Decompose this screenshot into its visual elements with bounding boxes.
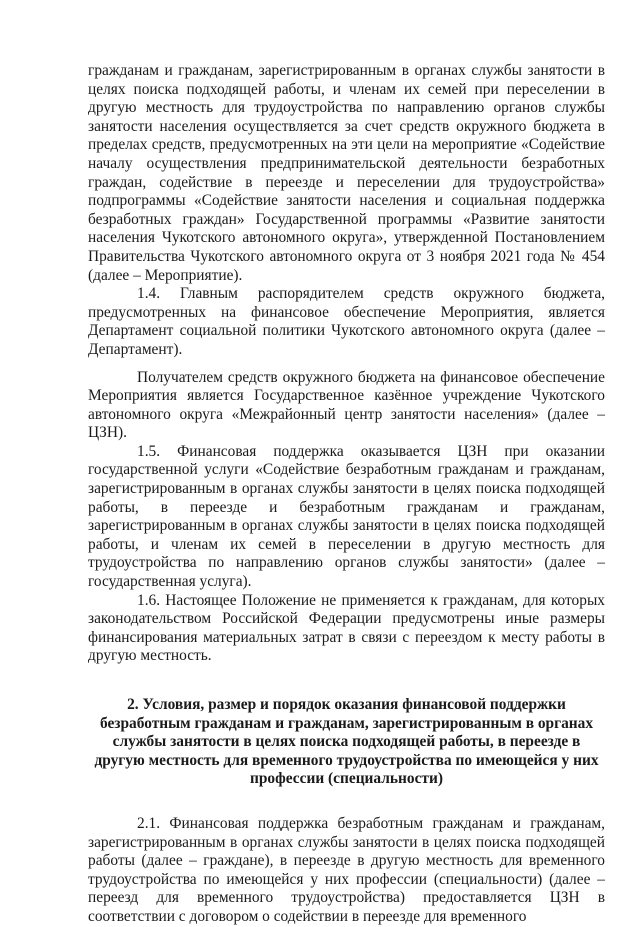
paragraph-1-5: 1.5. Финансовая поддержка оказывается ЦЗН при оказании государственной услуги «Содействие безработным гражданам и гражданам, зарегистрированным в органах службы занятости в целях поиска подходящей работы, в переезде и безработным гражданам и гражданам, зарегистрированным в органах службы занятости в целях поиска подходящей работы, и членам их семей в переселении в другую местность для трудоустройства по направлению органов службы занятости» (далее – государственная услуга). — [88, 442, 605, 591]
paragraph-1-6: 1.6. Настоящее Положение не применяется к гражданам, для которых законодательством Российской Федерации предусмотрены иные размеры финансирования материальных затрат в связи с переездом к месту работы в другую местность. — [88, 591, 605, 665]
paragraph-gap — [88, 360, 605, 369]
paragraph-continuation: гражданам и гражданам, зарегистрированным в органах службы занятости в целях поиска подходящей работы, и членам их семей при переселении в другую местность для трудоустройства по направлению органов службы занятости населения осуществляется за счет средств окружного бюджета в пределах средств, предусмотренных на эти цели на мероприятие «Содействие началу осуществления предпринимательской деятельности безработных граждан, содействие в переезде и переселении для трудоустройства» подпрограммы «Содействие занятости населения и социальная поддержка безработных граждан» Государственной программы «Развитие занятости населения Чукотского автономного округа», утвержденной Постановлением Правительства Чукотского автономного округа от 3 ноября 2021 года № 454 (далее – Мероприятие). — [88, 62, 605, 284]
section-heading: 2. Условия, размер и порядок оказания финансовой поддержки безработным гражданам и гражданам, зарегистрированным в органах службы занятости в целях поиска подходящей работы, в переезде в другую местность для временного трудоустройства по имеющейся у них профессии (специальности) — [94, 696, 599, 788]
paragraph-1-4: 1.4. Главным распорядителем средств окружного бюджета, предусмотренных на финансовое обеспечение Мероприятия, является Департамент социальной политики Чукотского автономного округа (далее – Департамент). — [88, 285, 605, 358]
paragraph-2-1: 2.1. Финансовая поддержка безработным гражданам и гражданам, зарегистрированным в органах службы занятости в целях поиска подходящей работы (далее – граждане), в переезде в другую местность для временного трудоустройства по имеющейся у них профессии (специальности) (далее – переезд для временного трудоустройства) предоставляется ЦЗН в соответствии с договором о содействии в переезде для временного — [88, 814, 605, 925]
paragraph-recipient: Получателем средств окружного бюджета на финансовое обеспечение Мероприятия является Государственное казённое учреждение Чукотского автономного округа «Межрайонный центр занятости населения» (далее – ЦЗН). — [88, 368, 605, 442]
